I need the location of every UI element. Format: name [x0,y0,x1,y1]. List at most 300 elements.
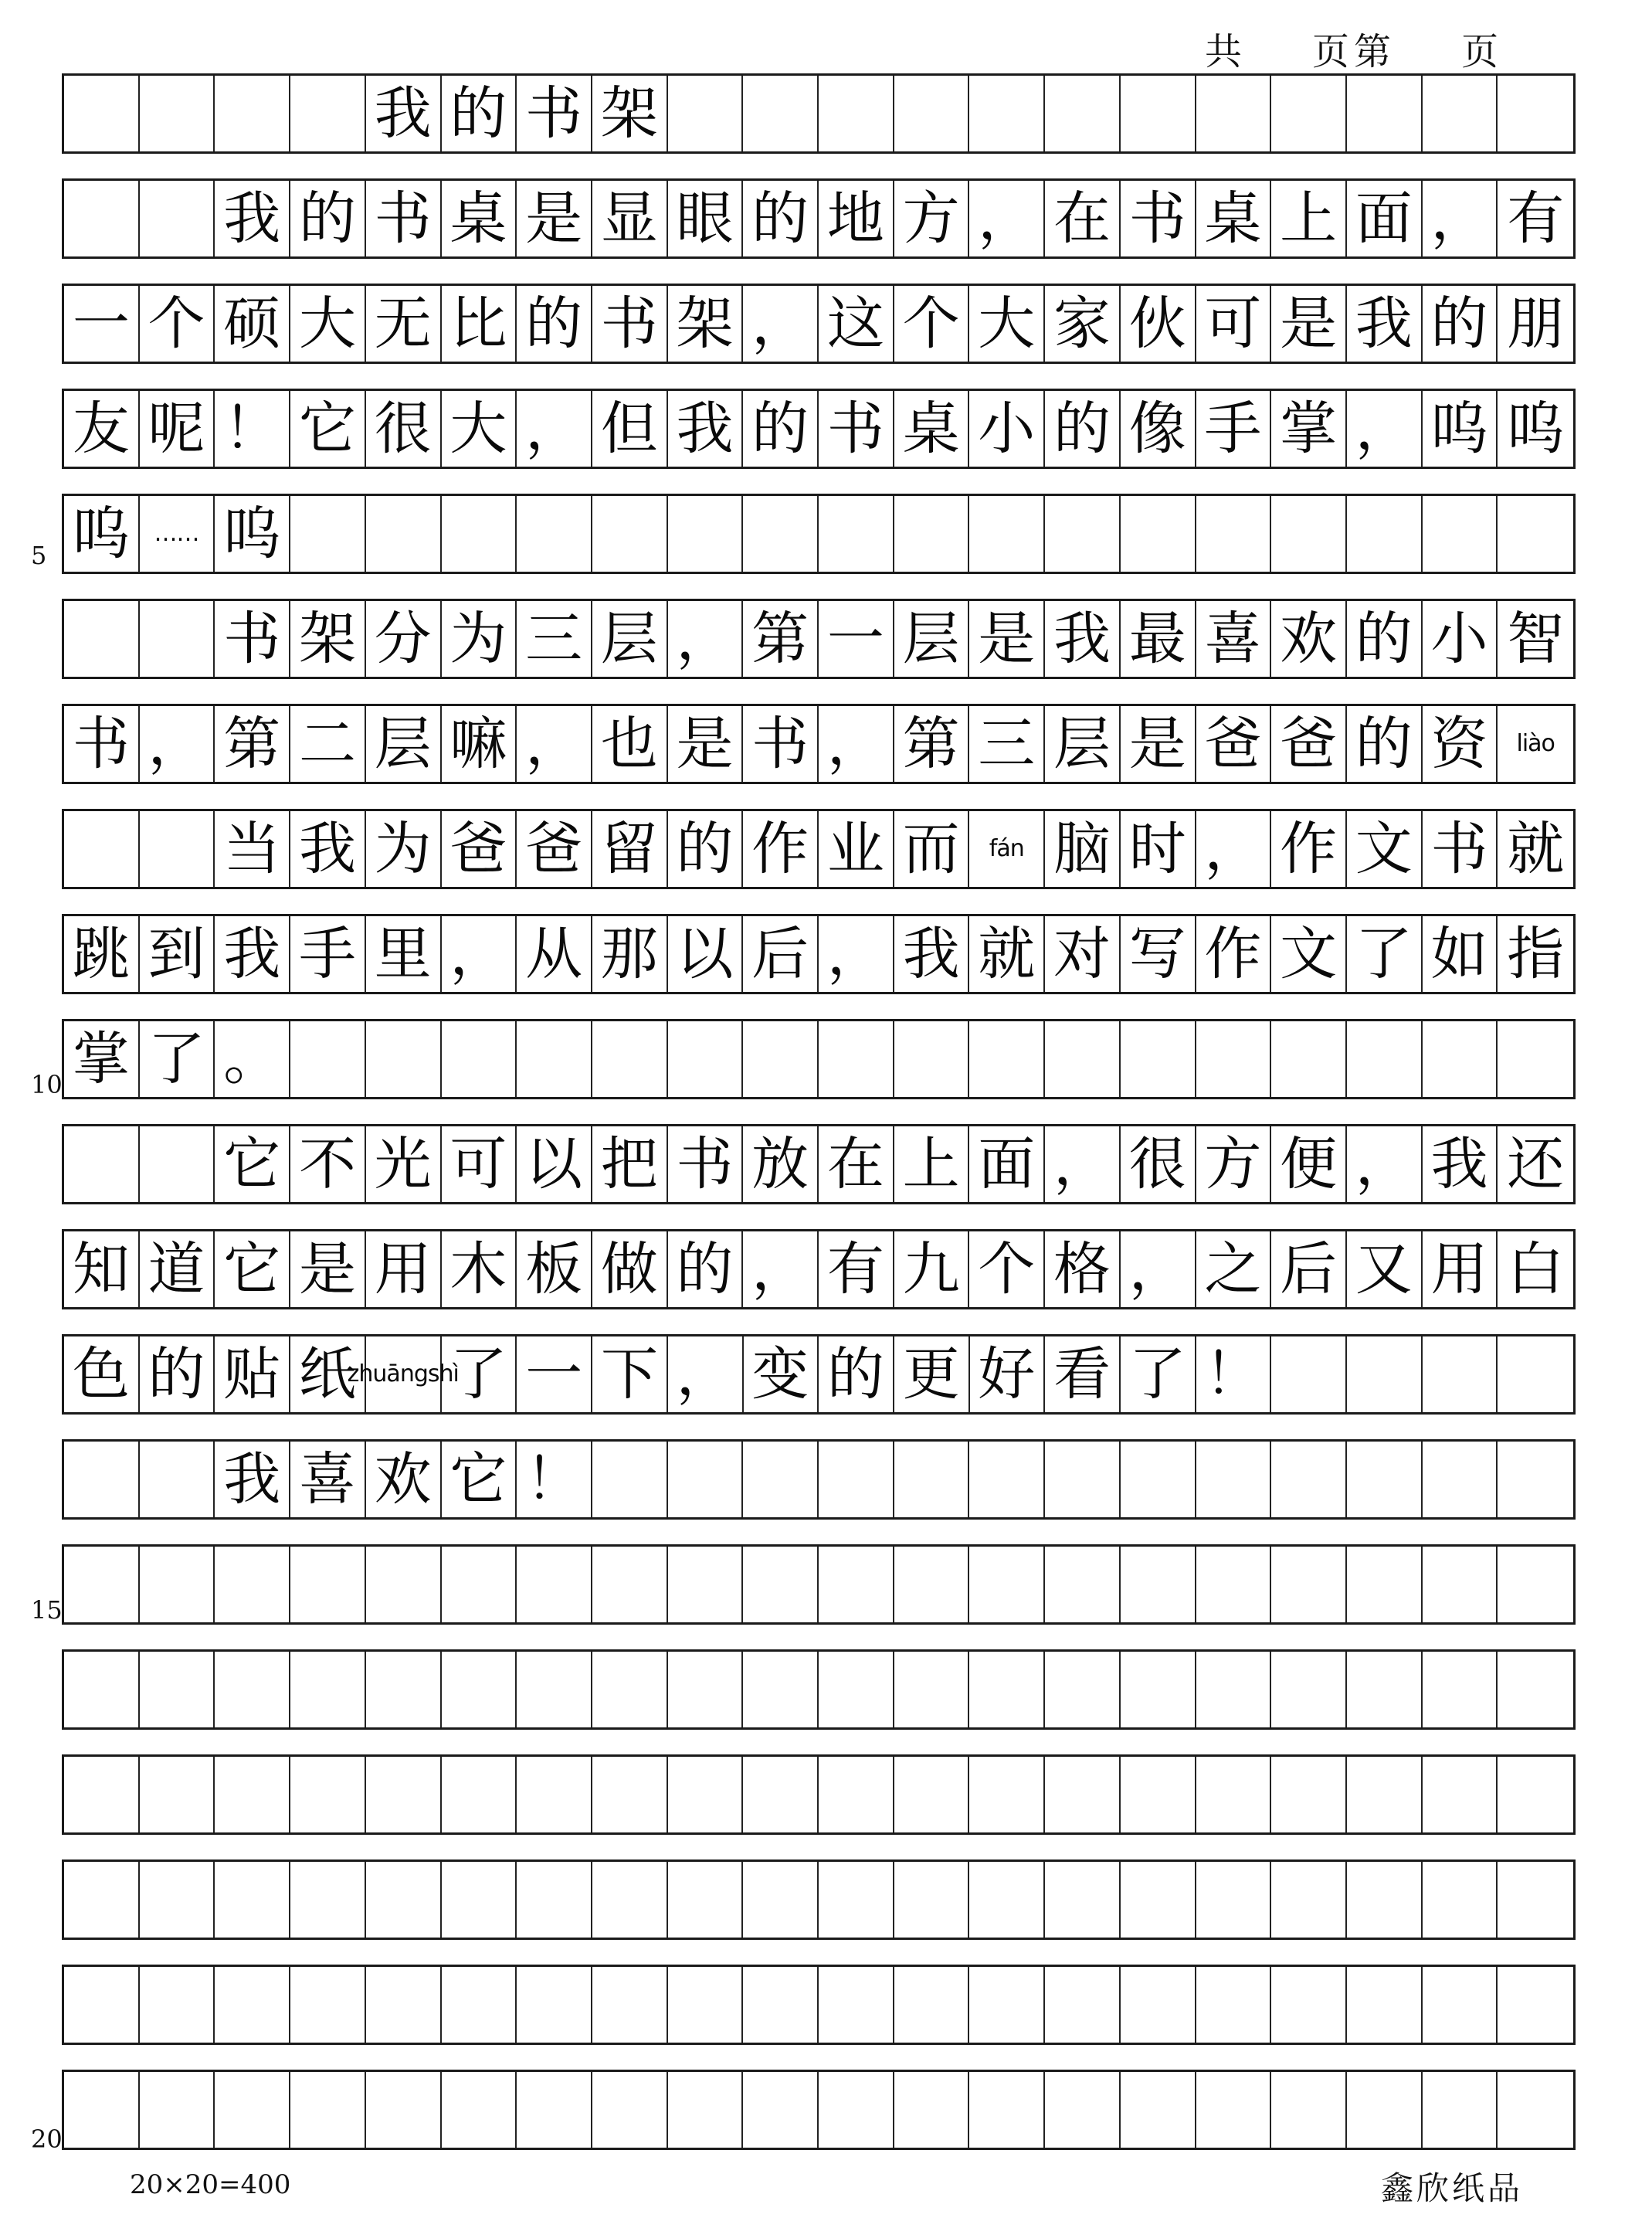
grid-cell [215,1652,290,1727]
grid-cell [1498,1021,1573,1097]
grid-row [62,1544,1576,1625]
grid-cell [1271,1021,1347,1097]
grid-cell [1347,1862,1423,1938]
grid-cell [969,496,1045,572]
grid-cell: 大 [290,286,366,362]
grid-cell [592,1021,668,1097]
grid-cell [64,1547,140,1622]
grid-cell: 便 [1271,1126,1347,1202]
grid-row [62,1649,1576,1730]
grid-cell: 爸 [1271,706,1347,782]
grid-cell [819,76,894,151]
grid-cell [1121,1442,1196,1517]
grid-cell [1121,1757,1196,1832]
grid-cell [1196,1547,1272,1622]
grid-cell: 一 [819,601,894,677]
grid-cell [1347,1967,1423,2043]
grid-cell: 书 [517,76,592,151]
grid-cell [592,1652,668,1727]
grid-cell: 桌 [1196,181,1272,256]
grid-cell [668,1862,744,1938]
grid-cell [64,76,140,151]
grid-cell: 伙 [1121,286,1196,362]
grid-cell: 是 [969,601,1045,677]
grid-cell [1121,1862,1196,1938]
grid-row [62,704,1576,784]
grid-cell [140,1547,215,1622]
grid-cell [140,1652,215,1727]
grid-cell [969,1862,1045,1938]
grid-cell: 爸 [517,811,592,887]
grid-cell [1498,1862,1573,1938]
grid-row [62,599,1576,679]
grid-cell: 一 [64,286,140,362]
grid-cell [442,1021,517,1097]
grid-cell [1498,2072,1573,2148]
grid-cell: 喜 [1196,601,1272,677]
grid-cell [592,1757,668,1832]
grid-cell: 留 [592,811,668,887]
grid-size-label: 20×20=400 [130,2169,291,2200]
grid-cell [668,76,744,151]
grid-cell: 呜 [1507,396,1565,462]
grid-row [62,1859,1576,1940]
grid-cell: 书 [668,1126,744,1202]
grid-cell [969,76,1045,151]
grid-cell: 可 [1196,286,1272,362]
grid-cell: 欢 [366,1442,442,1517]
grid-cell [1271,76,1347,151]
grid-cell: 作 [1196,916,1272,992]
grid-cell: 是 [668,706,744,782]
grid-cell: 层 [1045,706,1121,782]
grid-cell: 是 [290,1231,366,1307]
grid-cell [1423,496,1498,572]
grid-cell: 在 [819,1126,894,1202]
grid-cell [1196,1652,1272,1727]
grid-cell [743,2072,819,2148]
grid-cell [1271,1757,1347,1832]
grid-cell [743,1547,819,1622]
row-number-5: 5 [31,541,47,570]
grid-cell [366,1862,442,1938]
grid-cell [290,496,366,572]
grid-row [62,1439,1576,1520]
grid-cell: 很 [1121,1126,1196,1202]
grid-cell [140,1862,215,1938]
grid-cell [517,1967,592,2043]
grid-row [62,284,1576,364]
grid-cell [64,1442,140,1517]
grid-cell [894,1862,970,1938]
grid-row [62,389,1576,469]
grid-cell: 个 [894,286,970,362]
grid-cell [290,1967,366,2043]
row-number-15: 15 [31,1595,63,1625]
grid-cell [819,1021,894,1097]
grid-cell: ， [819,916,894,992]
grid-cell: 呜 [64,496,140,572]
grid-cell: 色 [64,1336,140,1412]
grid-cell: 的 [1347,601,1423,677]
grid-cell [1498,1442,1573,1517]
grid-cell: 在 [1045,181,1121,256]
grid-cell: 我 [215,181,290,256]
grid-cell: 桌 [442,181,517,256]
grid-cell: 把 [592,1126,668,1202]
grid-row [62,494,1576,574]
grid-cell: 个 [969,1231,1045,1307]
grid-cell: 的 [743,181,819,256]
grid-row [62,1754,1576,1835]
grid-cell [894,1967,970,2043]
grid-cell [1045,1547,1121,1622]
grid-cell: 显 [592,181,668,256]
grid-cell: 文 [1347,811,1423,887]
grid-cell: 一 [517,1336,592,1412]
grid-cell: 大 [442,391,517,467]
grid-cell: 文 [1271,916,1347,992]
grid-cell: 上 [894,1126,970,1202]
grid-cell: 呢 [140,391,215,467]
grid-cell [64,811,140,887]
grid-cell: 知 [64,1231,140,1307]
grid-cell: 书 [64,706,140,782]
grid-cell: 时 [1121,811,1196,887]
grid-cell: ， [517,706,592,782]
grid-cell [668,1442,744,1517]
grid-cell [64,601,140,677]
grid-row [62,178,1576,259]
grid-cell [894,1652,970,1727]
grid-cell [1121,1547,1196,1622]
grid-cell: 小 [969,391,1045,467]
grid-cell: 里 [366,916,442,992]
grid-cell: 不 [290,1126,366,1202]
grid-cell [894,1757,970,1832]
grid-cell [668,2072,744,2148]
grid-cell [366,496,442,572]
grid-cell: 。 [215,1021,290,1097]
grid-cell [1423,1547,1498,1622]
grid-cell [442,1652,517,1727]
grid-cell [668,1757,744,1832]
grid-cell: 纸 [290,1336,366,1412]
grid-cell [592,496,668,572]
grid-cell [1347,1442,1423,1517]
grid-cell [743,1862,819,1938]
grid-cell [442,1967,517,2043]
grid-cell: 书 [743,706,819,782]
grid-cell: 为 [442,601,517,677]
grid-cell: 大 [969,286,1045,362]
grid-cell: ， [442,916,517,992]
grid-cell [1498,1336,1573,1412]
grid-cell: 我 [668,391,744,467]
grid-cell: 就 [969,916,1045,992]
grid-cell [743,76,819,151]
grid-cell: 的 [668,1231,744,1307]
grid-cell: 那 [592,916,668,992]
grid-cell [819,1652,894,1727]
grid-cell [1045,1757,1121,1832]
grid-cell: 呜 [1423,391,1498,467]
grid-cell: 面 [1347,181,1423,256]
grid-row [62,809,1576,889]
grid-cell: 我 [1423,1126,1498,1202]
grid-row [62,1124,1576,1204]
grid-cell: 是 [1121,706,1196,782]
grid-cell [442,1757,517,1832]
grid-cell: 放 [743,1126,819,1202]
grid-cell [592,1862,668,1938]
grid-cell: 手 [1196,391,1272,467]
grid-cell: 爸 [1196,706,1272,782]
grid-cell: 架 [592,76,668,151]
grid-cell [517,1021,592,1097]
grid-cell: 喜 [290,1442,366,1517]
grid-cell [215,1547,290,1622]
grid-cell [517,2072,592,2148]
grid-cell: 朋 [1507,290,1565,357]
grid-cell: ！ [215,391,290,467]
grid-cell [1347,1336,1423,1412]
grid-cell [215,1862,290,1938]
grid-cell [1271,1862,1347,1938]
grid-cell: ， [1196,811,1272,887]
grid-cell: 它 [290,391,366,467]
grid-cell [290,1862,366,1938]
grid-cell [1045,76,1121,151]
grid-cell [1498,496,1573,572]
grid-cell [1347,496,1423,572]
grid-cell [592,1547,668,1622]
grid-cell [1498,1757,1573,1832]
grid-cell: 作 [743,811,819,887]
grid-cell [1423,1652,1498,1727]
grid-cell: 最 [1121,601,1196,677]
grid-cell [894,1547,970,1622]
grid-cell [743,1967,819,2043]
grid-cell: ， [1347,391,1423,467]
grid-cell [969,1652,1045,1727]
grid-cell [1423,1442,1498,1517]
grid-cell [743,1652,819,1727]
grid-cell [1196,1757,1272,1832]
grid-cell: 第 [894,706,970,782]
grid-cell [969,1442,1045,1517]
grid-cell [1121,496,1196,572]
grid-cell [442,496,517,572]
grid-cell [1271,1547,1347,1622]
grid-cell: 跳 [64,916,140,992]
grid-cell: 方 [1196,1126,1272,1202]
grid-cell [894,1021,970,1097]
grid-cell [894,1442,970,1517]
grid-cell: 比 [442,286,517,362]
grid-cell: ， [140,706,215,782]
grid-row [62,1965,1576,2045]
grid-cell: 手 [290,916,366,992]
grid-cell [743,1021,819,1097]
grid-cell [1271,1652,1347,1727]
grid-cell [64,1126,140,1202]
grid-cell: 二 [290,706,366,782]
grid-cell [1045,2072,1121,2148]
grid-cell [1196,1021,1272,1097]
grid-cell: 它 [215,1231,290,1307]
grid-cell: 掌 [1271,391,1347,467]
grid-cell [1347,1652,1423,1727]
grid-cell: 我 [215,916,290,992]
grid-cell [668,1021,744,1097]
grid-cell [140,2072,215,2148]
grid-cell: 资 [1423,706,1498,782]
grid-cell: 欢 [1271,601,1347,677]
grid-cell [1196,1442,1272,1517]
grid-cell: fán [969,811,1045,887]
grid-cell: ， [1347,1126,1423,1202]
grid-cell [1196,1862,1272,1938]
grid-cell: 有 [1507,185,1565,252]
grid-cell [366,1021,442,1097]
grid-cell: ， [668,1336,744,1412]
grid-cell: ， [517,391,592,467]
grid-cell: 分 [366,601,442,677]
grid-cell: ， [668,601,744,677]
grid-cell [819,2072,894,2148]
grid-cell: 嘛 [442,706,517,782]
grid-cell: 用 [1423,1231,1498,1307]
grid-cell [1196,496,1272,572]
grid-cell: 我 [290,811,366,887]
grid-cell: 方 [894,181,970,256]
grid-cell: 层 [592,601,668,677]
grid-row [62,1229,1576,1309]
grid-cell [1045,1021,1121,1097]
grid-cell: 后 [743,916,819,992]
grid-cell [969,1021,1045,1097]
grid-cell [1423,1862,1498,1938]
grid-cell [290,1652,366,1727]
grid-cell: 脑 [1045,811,1121,887]
grid-cell [215,2072,290,2148]
grid-cell: ， [1121,1231,1196,1307]
grid-cell [64,181,140,256]
grid-cell [1423,1967,1498,2043]
grid-cell: 无 [366,286,442,362]
grid-cell: zhuāngshì [366,1336,442,1412]
grid-cell: 如 [1423,916,1498,992]
grid-cell [819,1862,894,1938]
grid-cell [592,1967,668,2043]
grid-cell: 呜 [215,496,290,572]
grid-cell: 的 [517,286,592,362]
grid-cell [894,76,970,151]
grid-cell: 它 [215,1126,290,1202]
grid-cell: 道 [140,1231,215,1307]
grid-cell: 的 [743,391,819,467]
grid-cell: 就 [1507,816,1565,882]
grid-cell: 作 [1271,811,1347,887]
grid-cell: 地 [819,181,894,256]
grid-cell [290,2072,366,2148]
grid-cell: 对 [1045,916,1121,992]
grid-cell [592,2072,668,2148]
grid-cell [819,1547,894,1622]
grid-cell: 层 [894,601,970,677]
grid-cell: 了 [442,1336,517,1412]
grid-cell: 用 [366,1231,442,1307]
grid-cell: 又 [1347,1231,1423,1307]
grid-cell: 爸 [442,811,517,887]
grid-cell [517,1757,592,1832]
grid-cell [140,1757,215,1832]
grid-cell: 看 [1045,1336,1121,1412]
grid-cell: ！ [517,1442,592,1517]
grid-row [62,73,1576,154]
grid-cell: 的 [140,1336,215,1412]
grid-cell [1423,1336,1498,1412]
grid-cell: 很 [366,391,442,467]
grid-cell: 有 [819,1231,894,1307]
grid-cell: 书 [819,391,894,467]
grid-cell [140,1442,215,1517]
grid-cell: 桌 [894,391,970,467]
grid-cell [894,2072,970,2148]
grid-cell [366,1967,442,2043]
grid-cell: 格 [1045,1231,1121,1307]
grid-cell: 可 [442,1126,517,1202]
grid-cell: 变 [744,1336,819,1412]
page-counter-header: 共 页第 页 [1205,30,1504,73]
grid-cell: 下 [592,1336,668,1412]
grid-cell [1498,1652,1573,1727]
grid-cell [442,2072,517,2148]
grid-cell [140,811,215,887]
grid-cell [1271,1442,1347,1517]
grid-cell: 也 [592,706,668,782]
grid-cell [1271,2072,1347,2148]
grid-cell [1045,496,1121,572]
grid-cell [1196,2072,1272,2148]
grid-cell [668,1547,744,1622]
grid-cell: 是 [517,181,592,256]
row-number-10: 10 [31,1070,63,1099]
grid-cell: 它 [442,1442,517,1517]
grid-cell: 好 [970,1336,1046,1412]
grid-cell: 三 [517,601,592,677]
grid-cell [819,1757,894,1832]
grid-cell: 了 [1121,1336,1196,1412]
grid-cell: 这 [819,286,894,362]
grid-cell: 我 [366,76,442,151]
grid-cell [1045,1652,1121,1727]
grid-cell: 硕 [215,286,290,362]
grid-cell: 像 [1121,391,1196,467]
grid-cell: 架 [668,286,744,362]
grid-cell [668,1967,744,2043]
grid-cell [290,76,366,151]
grid-cell: 眼 [668,181,744,256]
grid-cell [1423,2072,1498,2148]
grid-cell: 九 [894,1231,970,1307]
grid-cell [894,496,970,572]
grid-cell: 指 [1507,921,1565,987]
grid-cell: 层 [366,706,442,782]
grid-cell: 更 [894,1336,970,1412]
grid-cell: ， [1045,1126,1121,1202]
